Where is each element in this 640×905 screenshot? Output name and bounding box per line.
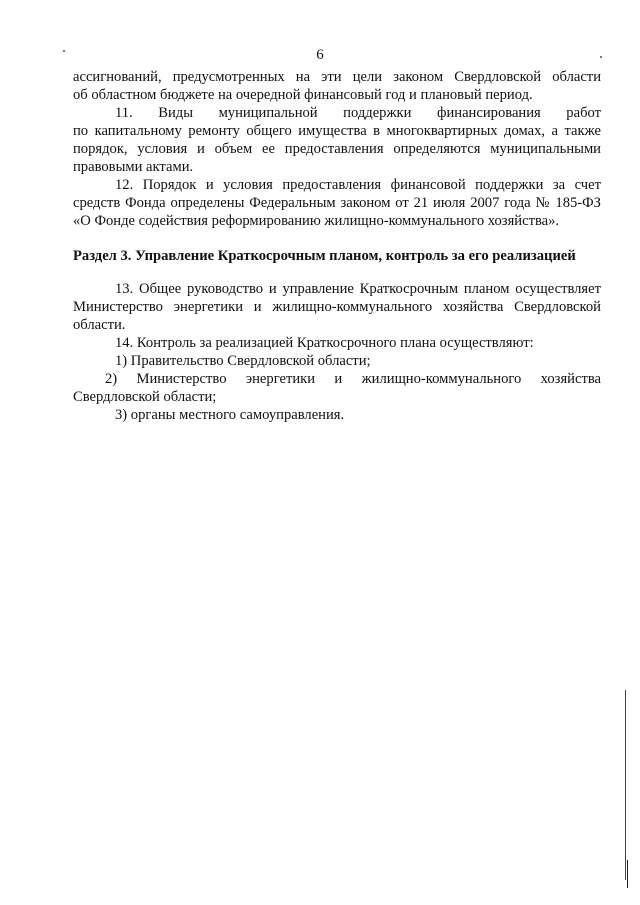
item-14-subitem-3: 3) органы местного самоуправления. <box>115 407 345 423</box>
scan-dot <box>600 56 602 58</box>
item-11-first-line: 11. Виды муниципальной поддержки финансирования работ <box>115 105 601 121</box>
paragraph-line: об областном бюджете на очередной финансовый год и плановый период. <box>73 87 533 103</box>
scan-edge-line <box>627 860 628 888</box>
section-2-tail <box>73 68 601 104</box>
item-11-text: по капитальному ремонту общего имущества в многоквартирных домах, а также порядок, условия и объем ее предоставления определяются муниципальными правовыми актами. <box>73 123 601 175</box>
item-14 <box>73 334 601 424</box>
page-number: 6 <box>316 47 324 63</box>
section-3-heading: Раздел 3. Управление Краткосрочным планом, контроль за его реализацией <box>73 248 576 264</box>
item-13 <box>73 280 601 334</box>
scan-dot <box>63 50 65 52</box>
item-13-text: 13. Общее руководство и управление Краткосрочным планом осуществляет Министерство энергетики и жилищно-коммунального хозяйства Свердловской области. <box>73 281 601 333</box>
item-11 <box>73 104 601 176</box>
item-14-subitem-1: 1) Правительство Свердловской области; <box>115 353 371 369</box>
item-12 <box>73 176 601 230</box>
item-14-subitem-2-line2: Свердловской области; <box>73 389 217 405</box>
scan-edge-line <box>625 690 626 880</box>
paragraph-line: ассигнований, предусмотренных на эти цели законом Свердловской области <box>73 69 601 85</box>
item-12-text: 12. Порядок и условия предоставления финансовой поддержки за счет средств Фонда определены Федеральным законом от 21 июля 2007 года № 185-ФЗ «О Фонде содействия реформированию жилищно-коммунального хозяйства». <box>73 177 601 229</box>
item-14-subitem-2-line1: 2) Министерство энергетики и жилищно-коммунального хозяйства <box>105 371 601 387</box>
item-14-text: 14. Контроль за реализацией Краткосрочного плана осуществляют: <box>115 335 534 351</box>
